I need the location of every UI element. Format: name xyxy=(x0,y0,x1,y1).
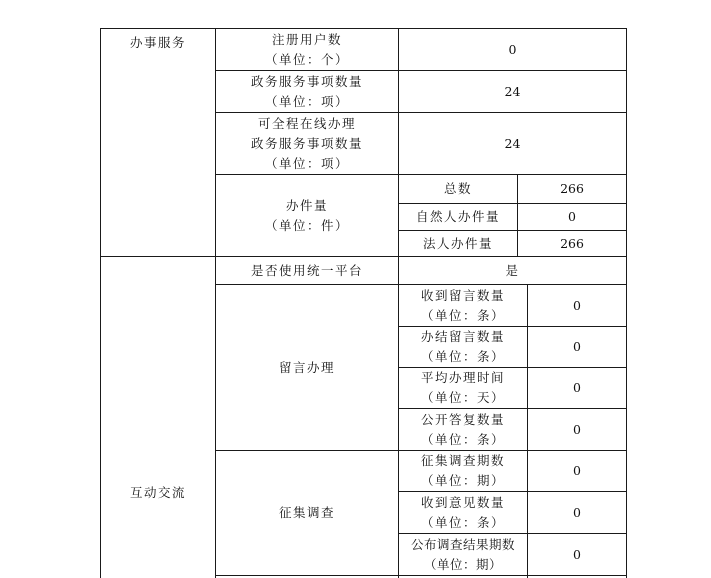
survey-opinions-value: 0 xyxy=(573,504,581,520)
handled-total-label: 总数 xyxy=(443,181,472,196)
registered-users-label: 注册用户数 （单位：个） xyxy=(264,31,349,67)
handled-natural-value: 0 xyxy=(568,209,576,224)
survey-periods-label: 征集调查期数 （单位：期） xyxy=(420,453,505,488)
section-label: 互动交流 xyxy=(129,484,186,500)
handled-legal-label: 法人办件量 xyxy=(422,235,493,251)
online-items-value: 24 xyxy=(504,135,521,151)
section-interaction xyxy=(101,257,215,578)
row-divider xyxy=(215,575,626,576)
handled-total-value: 266 xyxy=(560,181,584,196)
handled-legal-value: 266 xyxy=(560,235,584,251)
survey-published-value: 0 xyxy=(573,546,581,562)
survey-label: 征集调查 xyxy=(278,505,335,520)
section-office-service xyxy=(101,29,215,256)
survey-periods-value: 0 xyxy=(573,463,581,478)
messages-label: 留言办理 xyxy=(278,359,335,375)
service-items-value: 24 xyxy=(504,83,521,99)
messages-avg-time-label: 平均办理时间 （单位：天） xyxy=(420,370,505,405)
survey-opinions-label: 收到意见数量 （单位：条） xyxy=(420,494,505,530)
messages-public-replies-label: 公开答复数量 （单位：条） xyxy=(420,411,505,447)
section-label: 办事服务 xyxy=(129,35,186,50)
messages-received-label: 收到留言数量 （单位：条） xyxy=(420,287,505,323)
messages-public-replies-value: 0 xyxy=(573,421,581,437)
messages-concluded-value: 0 xyxy=(573,339,581,354)
handled-natural-label: 自然人办件量 xyxy=(415,209,500,224)
online-items-label: 可全程在线办理 政务服务事项数量 （单位：项） xyxy=(250,115,363,171)
unified-platform-label: 是否使用统一平台 xyxy=(250,262,363,278)
messages-avg-time-value: 0 xyxy=(573,380,581,395)
registered-users-value: 0 xyxy=(508,41,517,57)
service-items-label: 政务服务事项数量 （单位：项） xyxy=(250,73,363,109)
messages-received-value: 0 xyxy=(573,297,581,313)
messages-concluded-label: 办结留言数量 （单位：条） xyxy=(420,329,505,364)
handled-label: 办件量 （单位：件） xyxy=(264,197,349,233)
table-border-right xyxy=(626,28,627,578)
survey-published-label: 公布调查结果期数 （单位：期） xyxy=(410,536,515,572)
unified-platform-value: 是 xyxy=(505,262,520,278)
